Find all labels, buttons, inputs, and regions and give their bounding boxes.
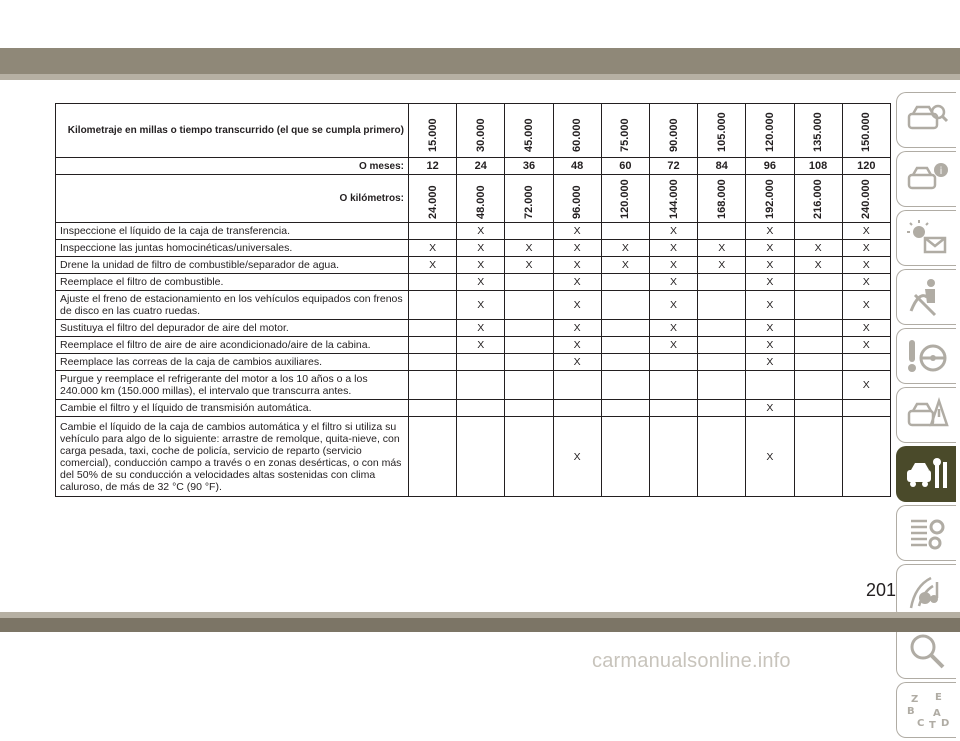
mileage-value: 150.000	[860, 112, 873, 152]
months-value: 60	[601, 158, 649, 175]
interval-mark: X	[649, 240, 697, 257]
mileage-cell	[601, 104, 649, 158]
interval-mark	[457, 417, 505, 497]
footer-band	[0, 612, 960, 632]
interval-mark	[698, 417, 746, 497]
interval-mark: X	[409, 240, 457, 257]
mileage-value: 15.000	[426, 118, 439, 152]
sidebar-tab-service[interactable]	[896, 446, 956, 502]
interval-mark	[842, 417, 890, 497]
search-icon	[905, 631, 949, 671]
interval-mark: X	[601, 240, 649, 257]
interval-mark: X	[457, 240, 505, 257]
interval-mark: X	[457, 223, 505, 240]
task-description: Purgue y reemplace el refrigerante del motor a los 10 años o a los 240.000 km (150.000 millas), el intervalo que transcurra antes.	[56, 371, 409, 400]
km-cell	[601, 175, 649, 223]
interval-mark	[409, 274, 457, 291]
months-value: 120	[842, 158, 890, 175]
interval-mark: X	[457, 291, 505, 320]
months-value: 84	[698, 158, 746, 175]
km-cell	[842, 175, 890, 223]
interval-mark	[698, 400, 746, 417]
km-value: 216.000	[812, 179, 825, 219]
interval-mark: X	[794, 240, 842, 257]
interval-mark	[409, 223, 457, 240]
interval-mark: X	[553, 320, 601, 337]
task-description: Reemplace el filtro de aire de aire acondicionado/aire de la cabina.	[56, 337, 409, 354]
interval-mark	[794, 223, 842, 240]
interval-mark: X	[409, 257, 457, 274]
interval-mark	[409, 354, 457, 371]
table-row	[56, 371, 891, 400]
mileage-cell	[409, 104, 457, 158]
interval-mark	[553, 400, 601, 417]
safety-icon	[905, 277, 949, 317]
interval-mark: X	[746, 257, 794, 274]
mileage-cell	[505, 104, 553, 158]
interval-mark: X	[649, 223, 697, 240]
svg-text:D: D	[940, 718, 949, 729]
interval-mark	[409, 337, 457, 354]
mileage-cell	[457, 104, 505, 158]
months-value: 96	[746, 158, 794, 175]
interval-mark	[457, 354, 505, 371]
interval-mark	[505, 417, 553, 497]
months-value: 36	[505, 158, 553, 175]
interval-mark	[698, 354, 746, 371]
service-icon	[905, 454, 949, 494]
interval-mark	[794, 354, 842, 371]
interval-mark	[649, 354, 697, 371]
header-row-mileage	[56, 104, 891, 158]
interval-mark	[505, 400, 553, 417]
km-value: 72.000	[522, 185, 535, 219]
km-cell	[409, 175, 457, 223]
mileage-value: 105.000	[715, 112, 728, 152]
interval-mark	[794, 291, 842, 320]
km-cell	[457, 175, 505, 223]
interval-mark	[409, 417, 457, 497]
warning-light-icon	[905, 159, 949, 199]
interval-mark	[505, 371, 553, 400]
interval-mark	[505, 274, 553, 291]
interval-mark: X	[746, 400, 794, 417]
sidebar-tab-car-info[interactable]	[896, 92, 956, 148]
interval-mark: X	[505, 257, 553, 274]
interval-mark	[794, 320, 842, 337]
months-value: 108	[794, 158, 842, 175]
interval-mark: X	[601, 257, 649, 274]
interval-mark: X	[505, 240, 553, 257]
interval-mark: X	[842, 337, 890, 354]
interval-mark: X	[746, 223, 794, 240]
interval-mark: X	[649, 257, 697, 274]
sidebar-tab-index[interactable]	[896, 682, 956, 738]
maintenance-schedule-table	[55, 103, 891, 497]
interval-mark	[842, 400, 890, 417]
task-description: Ajuste el freno de estacionamiento en los vehículos equipados con frenos de disco en las cuatro ruedas.	[56, 291, 409, 320]
mileage-cell	[842, 104, 890, 158]
table-row	[56, 320, 891, 337]
interval-mark	[457, 400, 505, 417]
km-value: 192.000	[763, 179, 776, 219]
interval-mark: X	[457, 274, 505, 291]
interval-mark	[601, 354, 649, 371]
mileage-value: 90.000	[667, 118, 680, 152]
index-icon	[905, 690, 949, 730]
interval-mark: X	[649, 291, 697, 320]
table-row	[56, 257, 891, 274]
svg-text:Z: Z	[910, 694, 918, 705]
months-value: 48	[553, 158, 601, 175]
interval-mark: X	[553, 257, 601, 274]
km-cell	[553, 175, 601, 223]
mileage-value: 30.000	[474, 118, 487, 152]
starting-icon	[905, 218, 949, 258]
interval-mark	[649, 371, 697, 400]
interval-mark	[698, 337, 746, 354]
svg-text:C: C	[916, 718, 924, 729]
interval-mark: X	[842, 320, 890, 337]
interval-mark: X	[649, 320, 697, 337]
interval-mark: X	[553, 291, 601, 320]
task-description: Drene la unidad de filtro de combustible/separador de agua.	[56, 257, 409, 274]
svg-text:E: E	[934, 692, 942, 703]
months-value: 12	[409, 158, 457, 175]
task-description: Inspeccione las juntas homocinéticas/universales.	[56, 240, 409, 257]
sidebar-tab-specs[interactable]	[896, 505, 956, 561]
km-value: 168.000	[715, 179, 728, 219]
table-row	[56, 274, 891, 291]
interval-mark	[601, 371, 649, 400]
interval-mark	[601, 320, 649, 337]
interval-mark: X	[457, 320, 505, 337]
interval-mark	[601, 274, 649, 291]
months-value: 24	[457, 158, 505, 175]
interval-mark	[698, 223, 746, 240]
task-description: Cambie el líquido de la caja de cambios automática y el filtro si utiliza su vehículo para algo de lo siguiente: arrastre de remolque, quita-nieve, con carga pesada, taxi, coche de policía, servicio de reparto (servicio comercial), conducción campo a través o en zonas desérticas, o con más del 50% de su conducción a velocidades altas sostenidas con clima caluroso, de más de 32 °C (90 °F).	[56, 417, 409, 497]
interval-mark	[601, 291, 649, 320]
interval-mark: X	[698, 240, 746, 257]
interval-mark: X	[842, 257, 890, 274]
sidebar-tab-emergency[interactable]	[896, 387, 956, 443]
interval-mark: X	[842, 274, 890, 291]
page-number: 201	[866, 580, 897, 600]
interval-mark: X	[842, 223, 890, 240]
interval-mark: X	[842, 291, 890, 320]
interval-mark	[601, 400, 649, 417]
table-row	[56, 400, 891, 417]
interval-mark	[409, 291, 457, 320]
svg-text:T: T	[928, 720, 936, 731]
interval-mark: X	[746, 337, 794, 354]
header-band	[0, 48, 960, 80]
svg-text:A: A	[932, 708, 941, 719]
interval-mark: X	[746, 417, 794, 497]
interval-mark: X	[746, 240, 794, 257]
km-cell	[794, 175, 842, 223]
mileage-value: 75.000	[619, 118, 632, 152]
interval-mark: X	[457, 257, 505, 274]
task-description: Reemplace el filtro de combustible.	[56, 274, 409, 291]
km-cell	[698, 175, 746, 223]
km-value: 144.000	[667, 179, 680, 219]
task-description: Sustituya el filtro del depurador de aire del motor.	[56, 320, 409, 337]
interval-mark	[794, 274, 842, 291]
header-row-months	[56, 158, 891, 175]
interval-mark: X	[553, 337, 601, 354]
sidebar-tab-warning-light[interactable]	[896, 151, 956, 207]
interval-mark	[794, 400, 842, 417]
interval-mark: X	[649, 337, 697, 354]
section-tabs	[896, 92, 960, 741]
interval-mark	[505, 291, 553, 320]
mileage-cell	[649, 104, 697, 158]
interval-mark	[409, 400, 457, 417]
header-row-km	[56, 175, 891, 223]
svg-text:B: B	[906, 706, 915, 717]
mileage-label: Kilometraje en millas o tiempo transcurrido (el que se cumpla primero)	[56, 104, 409, 158]
mileage-value: 45.000	[522, 118, 535, 152]
interval-mark: X	[553, 417, 601, 497]
interval-mark: X	[553, 240, 601, 257]
interval-mark	[505, 223, 553, 240]
task-description: Reemplace las correas de la caja de cambios auxiliares.	[56, 354, 409, 371]
km-value: 120.000	[619, 179, 632, 219]
task-description: Cambie el filtro y el líquido de transmisión automática.	[56, 400, 409, 417]
interval-mark	[409, 371, 457, 400]
interval-mark	[649, 417, 697, 497]
specs-icon	[905, 513, 949, 553]
km-value: 48.000	[474, 185, 487, 219]
steering-wheel-icon	[905, 336, 949, 376]
interval-mark: X	[746, 274, 794, 291]
task-description: Inspeccione el líquido de la caja de transferencia.	[56, 223, 409, 240]
table-row	[56, 291, 891, 320]
interval-mark: X	[746, 354, 794, 371]
mileage-value: 120.000	[763, 112, 776, 152]
interval-mark: X	[842, 371, 890, 400]
interval-mark	[601, 417, 649, 497]
interval-mark	[457, 371, 505, 400]
interval-mark: X	[794, 257, 842, 274]
table-row	[56, 337, 891, 354]
sidebar-tab-safety[interactable]	[896, 269, 956, 325]
table-row	[56, 223, 891, 240]
emergency-icon	[905, 395, 949, 435]
interval-mark	[553, 371, 601, 400]
sidebar-tab-starting[interactable]	[896, 210, 956, 266]
interval-mark	[698, 320, 746, 337]
km-cell	[649, 175, 697, 223]
interval-mark: X	[553, 354, 601, 371]
interval-mark: X	[649, 274, 697, 291]
interval-mark	[601, 223, 649, 240]
interval-mark	[601, 337, 649, 354]
multimedia-icon	[905, 572, 949, 612]
interval-mark: X	[746, 320, 794, 337]
table-row	[56, 240, 891, 257]
interval-mark	[794, 337, 842, 354]
sidebar-tab-steering-wheel[interactable]	[896, 328, 956, 384]
km-value: 24.000	[426, 185, 439, 219]
interval-mark	[409, 320, 457, 337]
table-row	[56, 417, 891, 497]
interval-mark	[698, 371, 746, 400]
interval-mark	[505, 320, 553, 337]
interval-mark: X	[698, 257, 746, 274]
interval-mark: X	[553, 223, 601, 240]
interval-mark: X	[457, 337, 505, 354]
interval-mark	[649, 400, 697, 417]
interval-mark	[794, 417, 842, 497]
mileage-value: 60.000	[571, 118, 584, 152]
interval-mark	[505, 337, 553, 354]
interval-mark: X	[842, 240, 890, 257]
months-value: 72	[649, 158, 697, 175]
interval-mark	[698, 291, 746, 320]
km-cell	[505, 175, 553, 223]
mileage-cell	[746, 104, 794, 158]
interval-mark	[794, 371, 842, 400]
km-value: 240.000	[860, 179, 873, 219]
km-value: 96.000	[571, 185, 584, 219]
interval-mark: X	[746, 291, 794, 320]
mileage-value: 135.000	[812, 112, 825, 152]
km-label: O kilómetros:	[56, 175, 409, 223]
months-label: O meses:	[56, 158, 409, 175]
watermark: carmanualsonline.info	[592, 650, 791, 672]
interval-mark	[746, 371, 794, 400]
table-row	[56, 354, 891, 371]
interval-mark	[505, 354, 553, 371]
interval-mark	[698, 274, 746, 291]
mileage-cell	[553, 104, 601, 158]
interval-mark: X	[553, 274, 601, 291]
mileage-cell	[698, 104, 746, 158]
svg-text:i: i	[939, 166, 942, 177]
interval-mark	[842, 354, 890, 371]
mileage-cell	[794, 104, 842, 158]
km-cell	[746, 175, 794, 223]
car-info-icon	[905, 100, 949, 140]
